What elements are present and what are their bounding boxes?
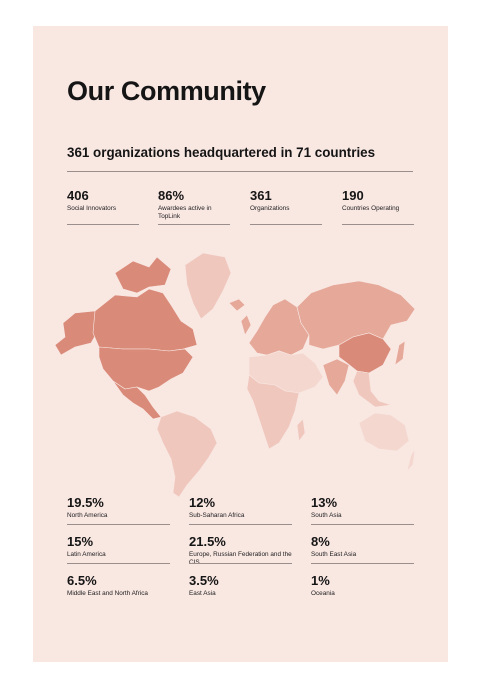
map-south-east-asia (353, 371, 391, 407)
map-south-america (157, 411, 217, 497)
stat-label: Social Innovators (67, 205, 117, 212)
stat-label: Awardees active in TopLink (158, 205, 212, 220)
stat-underline (158, 224, 230, 225)
map-australia (359, 413, 409, 451)
stat-value: 406 (67, 188, 89, 203)
stat-social-innovators (67, 188, 141, 213)
map-iceland (229, 299, 245, 311)
region-underline (311, 524, 414, 525)
stat-label: Organizations (250, 205, 290, 212)
map-canada (93, 289, 197, 351)
region-value: 15% (67, 534, 94, 549)
stat-underline (250, 224, 322, 225)
map-south-asia (323, 359, 349, 395)
region-underline (189, 563, 292, 564)
region-underline (67, 524, 170, 525)
page-title: Our Community (67, 76, 266, 106)
map-new-zealand (407, 449, 415, 471)
region-label: South East Asia (311, 551, 357, 558)
region-label: East Asia (189, 590, 216, 597)
stat-value: 361 (250, 188, 272, 203)
region-label: Oceania (311, 590, 335, 597)
stat-awardees-active (158, 188, 218, 220)
region-underline (311, 563, 414, 564)
region-north-america (67, 495, 179, 520)
map-usa (99, 347, 193, 391)
region-value: 21.5% (189, 534, 226, 549)
region-east-asia (189, 573, 301, 598)
region-value: 3.5% (189, 573, 219, 588)
divider (67, 171, 413, 172)
stat-label: Countries Operating (342, 205, 400, 212)
region-latin-america (67, 534, 179, 559)
region-value: 13% (311, 495, 338, 510)
region-label: Sub-Saharan Africa (189, 512, 245, 519)
stat-value: 190 (342, 188, 364, 203)
region-underline (67, 563, 170, 564)
map-greenland (185, 253, 231, 319)
region-value: 6.5% (67, 573, 97, 588)
stat-value: 86% (158, 188, 185, 203)
region-south-east-asia (311, 534, 423, 559)
region-label: Middle East and North Africa (67, 590, 148, 597)
region-middle-east-north-africa (67, 573, 179, 598)
region-underline (189, 524, 292, 525)
stat-organizations (250, 188, 324, 213)
region-label: North America (67, 512, 108, 519)
region-europe-russia-cis (189, 534, 293, 566)
map-canada-islands (115, 257, 171, 293)
region-label: Latin America (67, 551, 106, 558)
region-oceania (311, 573, 423, 598)
region-label: South Asia (311, 512, 342, 519)
region-value: 8% (311, 534, 330, 549)
region-value: 1% (311, 573, 330, 588)
stat-countries-operating (342, 188, 416, 213)
region-label: Europe, Russian Federation and the CIS (189, 551, 292, 566)
region-value: 12% (189, 495, 216, 510)
stat-underline (342, 224, 414, 225)
region-south-asia (311, 495, 423, 520)
map-japan (395, 341, 405, 365)
map-madagascar (297, 419, 305, 441)
world-map (53, 245, 417, 505)
region-value: 19.5% (67, 495, 104, 510)
map-alaska (55, 311, 99, 355)
map-uk (241, 315, 251, 335)
report-page (33, 26, 448, 662)
page-subtitle: 361 organizations headquartered in 71 countries (67, 145, 376, 160)
stat-underline (67, 224, 139, 225)
region-sub-saharan-africa (189, 495, 301, 520)
